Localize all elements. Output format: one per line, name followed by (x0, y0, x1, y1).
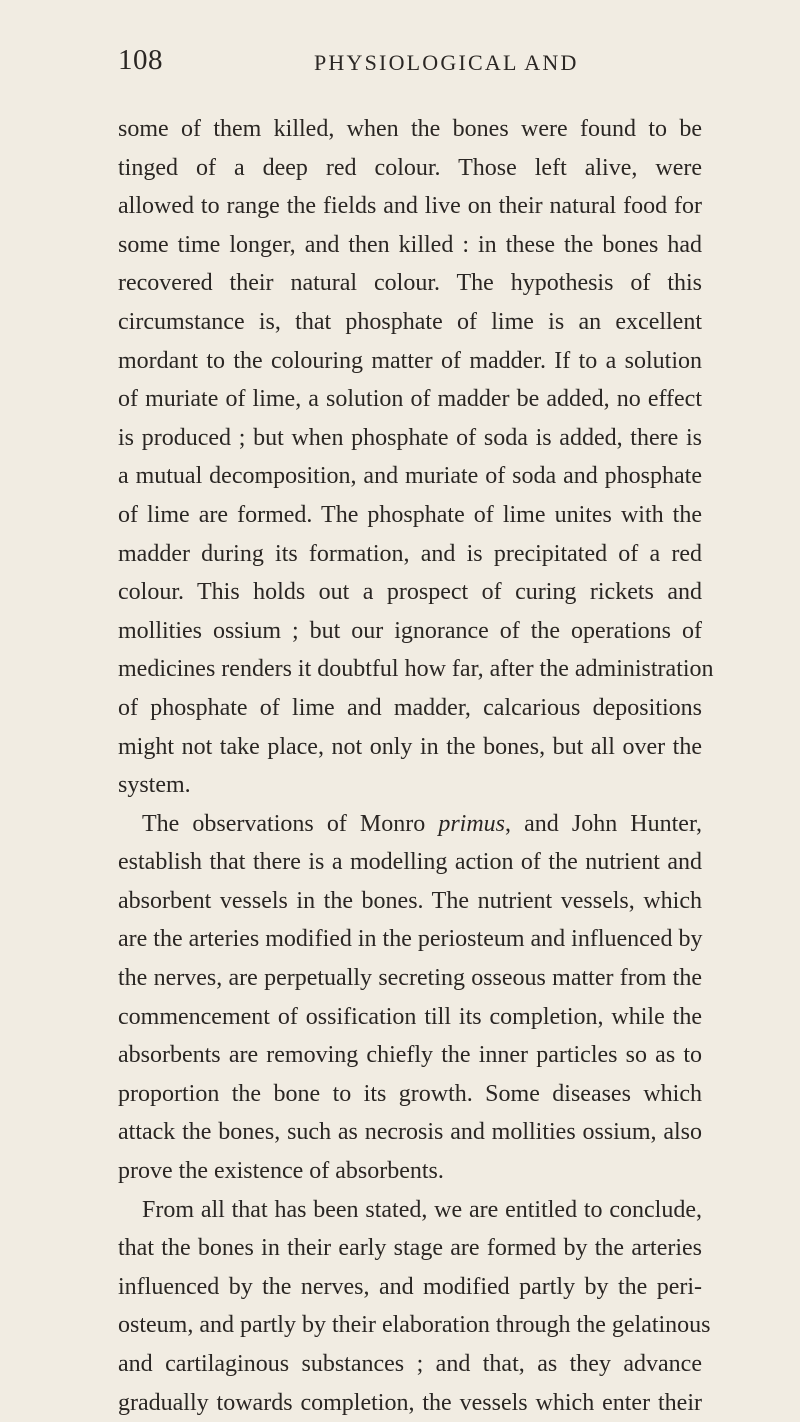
text-line: commencement of ossification till its completion, while the (118, 1003, 702, 1030)
text-line: some of them killed, when the bones were found to be (118, 116, 702, 142)
text-line: mordant to the colouring matter of madder. If to a solution (118, 347, 702, 374)
text-line: of phosphate of lime and madder, calcarious depositions (118, 694, 702, 721)
text-line: that the bones in their early stage are formed by the arteries (118, 1235, 702, 1262)
text-line: the nerves, are perpetually secreting osseous matter from the (118, 965, 702, 992)
text-line: gradually towards completion, the vessels which enter their (118, 1389, 702, 1416)
text-line: colour. This holds out a prospect of curing rickets and (118, 579, 702, 606)
text-line: of lime are formed. The phosphate of lime unites with the (118, 501, 702, 528)
paragraph-2-first-line (118, 805, 702, 844)
text-line: and cartilaginous substances ; and that, as they advance (118, 1351, 702, 1377)
page-number: 108 (118, 44, 163, 76)
text-line: proportion the bone to its growth. Some diseases which (118, 1080, 702, 1107)
text-line: attack the bones, such as necrosis and mollities ossium, also (118, 1119, 702, 1146)
text-line: osteum, and partly by their elaboration through the gelatinous (118, 1312, 711, 1339)
running-head: PHYSIOLOGICAL AND (314, 50, 579, 75)
text-run: The observations of Monro (142, 810, 439, 837)
text-run: , and John Hunter, (505, 810, 702, 837)
text-line: medicines renders it doubtful how far, after the administration (118, 656, 714, 683)
text-line: recovered their natural colour. The hypothesis of this (118, 270, 702, 297)
text-line: a mutual decomposition, and muriate of soda and phosphate (118, 463, 702, 490)
text-line: is produced ; but when phosphate of soda is added, there is (118, 424, 702, 451)
text-line: prove the existence of absorbents. (118, 1158, 444, 1185)
text-line: circumstance is, that phosphate of lime is an excellent (118, 308, 702, 335)
text-line: might not take place, not only in the bones, but all over the (118, 733, 702, 760)
text-line: From all that has been stated, we are entitled to conclude, (142, 1196, 702, 1223)
text-line: absorbents are removing chiefly the inner particles so as to (118, 1042, 702, 1069)
text-line: tinged of a deep red colour. Those left alive, were (118, 154, 702, 181)
text-line: are the arteries modified in the periosteum and influenced by (118, 926, 703, 953)
italic-term: primus (438, 810, 506, 837)
body-text (118, 110, 714, 1422)
text-line: some time longer, and then killed : in these the bones had (118, 231, 702, 258)
page-header (118, 44, 690, 94)
text-line: absorbent vessels in the bones. The nutrient vessels, which (118, 887, 702, 914)
text-line: system. (118, 772, 191, 799)
text-line: madder during its formation, and is precipitated of a red (118, 540, 702, 567)
text-line: influenced by the nerves, and modified partly by the peri- (118, 1273, 702, 1300)
text-line: allowed to range the fields and live on their natural food for (118, 193, 702, 220)
text-line: establish that there is a modelling action of the nutrient and (118, 849, 702, 876)
text-line: of muriate of lime, a solution of madder be added, no effect (118, 386, 702, 413)
text-line: mollities ossium ; but our ignorance of the operations of (118, 617, 702, 644)
